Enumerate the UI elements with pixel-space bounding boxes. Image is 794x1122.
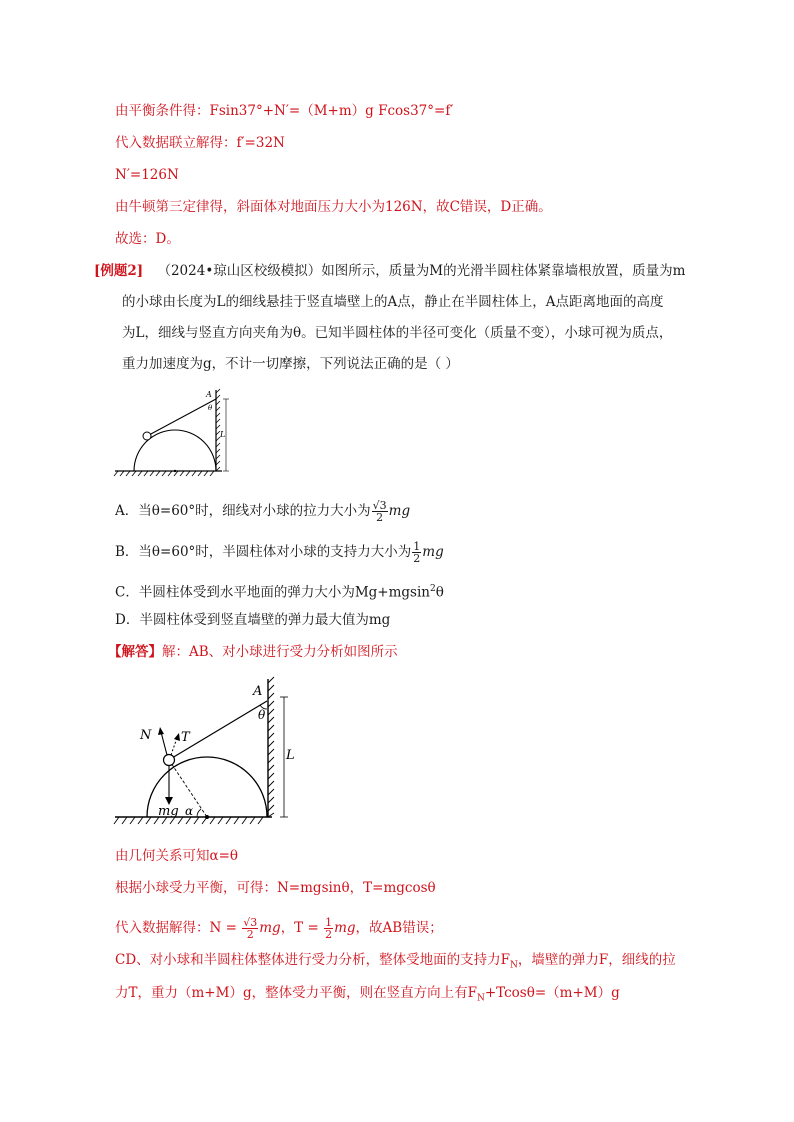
option-b-variable: mg — [422, 544, 444, 560]
solution-line-4: 由牛顿第三定律得，斜面体对地面压力大小为126N，故C错误，D正确。 — [115, 199, 552, 215]
fig2-label-t: T — [181, 730, 190, 745]
solution-line-5: 故选：D。 — [115, 231, 180, 247]
figure-1 — [110, 385, 240, 480]
n-numerator: √3 — [243, 916, 258, 929]
option-a-numerator: √3 — [372, 499, 387, 512]
bottom-line-5-end: +Tcosθ=（m+M）g — [484, 985, 620, 1001]
option-c-superscript: 2 — [430, 584, 436, 594]
bottom-line-2: 根据小球受力平衡，可得：N=mgsinθ，T=mgcosθ — [115, 880, 436, 896]
bottom-line-4-sub: N — [510, 960, 518, 971]
solution-line-3: N′=126N — [115, 167, 179, 183]
fig2-label-a: A — [253, 684, 263, 699]
figure-2 — [110, 675, 310, 830]
bottom-line-5-pre: 力T，重力（m+M）g，整体受力平衡，则在竖直方向上有F — [115, 985, 477, 1001]
bottom-line-5 — [115, 984, 620, 1008]
bottom-line-4-pre: CD、对小球和半圆柱体整体进行受力分析，整体受地面的支持力F — [115, 952, 511, 968]
bottom-line-3-end: ，故AB错误； — [355, 920, 443, 936]
bottom-line-1: 由几何关系可知α=θ — [115, 848, 239, 864]
fig2-label-alpha: α — [185, 804, 194, 818]
option-c-text: C．半圆柱体受到水平地面的弹力大小为Mg+mgsin — [115, 584, 430, 601]
fig1-label-l: L — [220, 430, 226, 439]
bottom-line-4-end: ，墙壁的弹力F，细线的拉 — [517, 952, 676, 968]
n-variable: mg — [259, 920, 281, 936]
t-variable: mg — [334, 920, 356, 936]
example-line-3: 为L，细线与竖直方向夹角为θ。已知半圆柱体的半径可变化（质量不变），小球可视为质点， — [122, 325, 673, 341]
answer-line-1 — [108, 643, 398, 661]
fig1-label-a: A — [206, 390, 212, 399]
example-text-1: （2024•琼山区校级模拟）如图所示，质量为M的光滑半圆柱体紧靠墙根放置，质量为m — [157, 263, 686, 279]
option-a-denominator: 2 — [376, 511, 384, 524]
option-d: D．半圆柱体受到竖直墙壁的弹力最大值为mg — [115, 612, 391, 628]
option-c — [115, 580, 444, 602]
option-c-end: θ — [435, 584, 444, 601]
option-b — [115, 541, 444, 564]
n-denominator: 2 — [246, 928, 254, 941]
example-tag: [例题2] — [94, 263, 144, 279]
example-line-4: 重力加速度为g，不计一切摩擦，下列说法正确的是（ ） — [122, 356, 459, 372]
fig2-label-l: L — [286, 748, 295, 763]
solution-line-1: 由平衡条件得：Fsin37°+N′=（M+m）g Fcos37°=f′ — [115, 103, 454, 119]
bottom-line-5-sub: N — [476, 993, 485, 1004]
fig1-label-theta: θ — [208, 404, 213, 412]
example-line-1 — [94, 262, 685, 280]
option-a-variable: mg — [388, 503, 411, 519]
solution-line-2: 代入数据联立解得：f′=32N — [115, 135, 285, 151]
fig2-label-n: N — [140, 728, 152, 743]
t-denominator: 2 — [325, 928, 333, 941]
option-b-text: B．当θ=60°时，半圆柱体对小球的支持力大小为 — [115, 544, 412, 560]
bottom-line-4 — [115, 951, 676, 975]
example-line-2: 的小球由长度为L的细线悬挂于竖直墙壁上的A点，静止在半圆柱体上，A点距离地面的高度 — [122, 294, 664, 310]
option-a — [115, 500, 410, 523]
bottom-line-3 — [115, 917, 443, 940]
t-numerator: 1 — [325, 916, 333, 929]
option-a-text: A．当θ=60°时，细线对小球的拉力大小为 — [115, 503, 371, 519]
bottom-line-3-pre: 代入数据解得：N = — [115, 920, 237, 936]
answer-text: 解：AB、对小球进行受力分析如图所示 — [162, 644, 398, 660]
option-b-denominator: 2 — [413, 552, 421, 565]
fig2-label-theta: θ — [258, 708, 266, 722]
answer-tag: 【解答】 — [108, 644, 162, 660]
bottom-line-3-mid: ，T = — [280, 920, 319, 936]
option-b-numerator: 1 — [413, 540, 421, 553]
fig2-label-mg: mg — [158, 804, 179, 819]
